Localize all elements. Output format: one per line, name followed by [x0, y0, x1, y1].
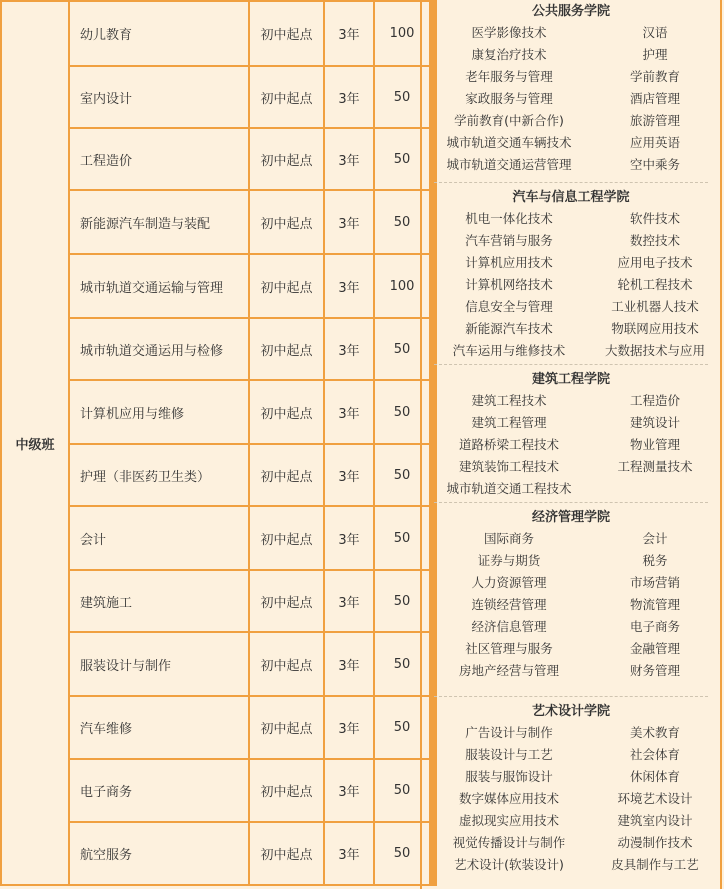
program-row: [422, 208, 720, 230]
count-cell: 50: [374, 380, 430, 444]
program-row: [422, 66, 720, 88]
program-name: 医学影像技术: [471, 25, 547, 40]
years-cell: 3年: [324, 822, 374, 885]
program-name: 金融管理: [629, 641, 680, 656]
program-row: [422, 44, 720, 66]
major-cell: 建筑施工: [69, 570, 249, 632]
entry-cell: 初中起点: [249, 380, 324, 444]
count-cell: 50: [374, 632, 430, 696]
college-title: 公共服务学院: [531, 4, 610, 19]
major-cell: 工程造价: [69, 128, 249, 190]
program-name: 会计: [642, 531, 668, 546]
program-name: 城市轨道交通工程技术: [446, 481, 572, 496]
program-name: 物业管理: [629, 437, 680, 452]
count-cell: 50: [374, 318, 430, 380]
college-separator: [434, 182, 708, 183]
program-name: 人力资源管理: [471, 575, 547, 590]
count-cell: 50: [374, 570, 430, 632]
entry-cell: 初中起点: [249, 1, 324, 66]
program-name: 旅游管理: [629, 113, 680, 128]
program-name: 艺术设计(软装设计): [454, 857, 564, 872]
program-row: [422, 528, 720, 550]
program-name: 视觉传播设计与制作: [452, 835, 566, 850]
years-cell: 3年: [324, 66, 374, 128]
years-cell: 3年: [324, 506, 374, 570]
program-name: 市场营销: [629, 575, 680, 590]
program-name: 建筑设计: [629, 415, 680, 430]
program-name: 建筑装饰工程技术: [458, 459, 559, 474]
program-name: 计算机网络技术: [465, 277, 553, 292]
program-name: 动漫制作技术: [617, 835, 693, 850]
program-name: 服装与服饰设计: [465, 769, 553, 784]
program-name: 财务管理: [629, 663, 680, 678]
program-row: [422, 766, 720, 788]
years-cell: 3年: [324, 570, 374, 632]
program-row: [422, 788, 720, 810]
colleges-panel: [420, 0, 722, 889]
level-cell: 中级班: [1, 1, 69, 885]
years-cell: 3年: [324, 254, 374, 318]
program-row: [422, 744, 720, 766]
program-name: 社会体育: [629, 747, 680, 762]
program-name: 服装设计与工艺: [465, 747, 553, 762]
program-row: [422, 340, 720, 362]
program-name: 应用英语: [629, 135, 680, 150]
program-name: 税务: [642, 553, 668, 568]
college-separator: [434, 364, 708, 365]
program-name: 汽车营销与服务: [465, 233, 553, 248]
college-title: 汽车与信息工程学院: [512, 190, 630, 205]
program-name: 房地产经营与管理: [458, 663, 559, 678]
program-name: 计算机应用技术: [465, 255, 553, 270]
table-row: [1, 1, 436, 66]
college-block: [422, 702, 720, 876]
program-name: 广告设计与制作: [465, 725, 553, 740]
program-name: 轮机工程技术: [617, 277, 693, 292]
program-row: [422, 810, 720, 832]
program-name: 工程测量技术: [617, 459, 693, 474]
college-separator: [434, 696, 708, 697]
years-cell: 3年: [324, 190, 374, 254]
college-title: 建筑工程学院: [531, 372, 610, 387]
program-name: [590, 478, 720, 500]
program-name: 新能源汽车技术: [465, 321, 553, 336]
major-cell: 计算机应用与维修: [69, 380, 249, 444]
program-row: [422, 572, 720, 594]
program-name: 社区管理与服务: [465, 641, 553, 656]
program-name: 机电一体化技术: [465, 211, 553, 226]
program-name: 信息安全与管理: [465, 299, 553, 314]
program-name: 皮具制作与工艺: [611, 857, 699, 872]
program-name: 电子商务: [629, 619, 680, 634]
program-name: 康复治疗技术: [471, 47, 547, 62]
program-row: [422, 660, 720, 682]
program-name: 学前教育(中新合作): [454, 113, 564, 128]
entry-cell: 初中起点: [249, 822, 324, 885]
program-row: [422, 478, 720, 500]
program-row: [422, 616, 720, 638]
major-cell: 航空服务: [69, 822, 249, 885]
program-row: [422, 434, 720, 456]
program-row: [422, 296, 720, 318]
college-title: 经济管理学院: [531, 510, 610, 525]
major-cell: 汽车维修: [69, 696, 249, 759]
program-name: 城市轨道交通运营管理: [446, 157, 572, 172]
major-cell: 城市轨道交通运用与检修: [69, 318, 249, 380]
college-block: [422, 508, 720, 682]
program-name: 虚拟现实应用技术: [458, 813, 559, 828]
count-cell: 50: [374, 696, 430, 759]
program-name: 证券与期货: [477, 553, 541, 568]
years-cell: 3年: [324, 1, 374, 66]
major-cell: 幼儿教育: [69, 1, 249, 66]
college-block: [422, 188, 720, 362]
entry-cell: 初中起点: [249, 570, 324, 632]
program-name: 护理: [642, 47, 668, 62]
entry-cell: 初中起点: [249, 696, 324, 759]
program-row: [422, 22, 720, 44]
program-name: 家政服务与管理: [465, 91, 553, 106]
program-row: [422, 318, 720, 340]
program-name: 建筑工程管理: [471, 415, 547, 430]
program-name: 老年服务与管理: [465, 69, 553, 84]
program-row: [422, 132, 720, 154]
program-name: 应用电子技术: [617, 255, 693, 270]
count-cell: 50: [374, 190, 430, 254]
count-cell: 50: [374, 506, 430, 570]
program-name: 数控技术: [629, 233, 680, 248]
years-cell: 3年: [324, 380, 374, 444]
entry-cell: 初中起点: [249, 190, 324, 254]
years-cell: 3年: [324, 759, 374, 822]
program-name: 休闲体育: [629, 769, 680, 784]
years-cell: 3年: [324, 696, 374, 759]
program-name: 物流管理: [629, 597, 680, 612]
program-row: [422, 456, 720, 478]
program-row: [422, 594, 720, 616]
count-cell: 50: [374, 822, 430, 885]
major-cell: 室内设计: [69, 66, 249, 128]
count-cell: 100: [374, 254, 430, 318]
program-name: 经济信息管理: [471, 619, 547, 634]
program-name: 道路桥梁工程技术: [458, 437, 559, 452]
entry-cell: 初中起点: [249, 254, 324, 318]
program-row: [422, 854, 720, 876]
program-name: 建筑室内设计: [617, 813, 693, 828]
program-name: 工业机器人技术: [611, 299, 699, 314]
program-name: 美术教育: [629, 725, 680, 740]
major-cell: 电子商务: [69, 759, 249, 822]
program-row: [422, 110, 720, 132]
count-cell: 100: [374, 1, 430, 66]
entry-cell: 初中起点: [249, 318, 324, 380]
major-cell: 会计: [69, 506, 249, 570]
major-cell: 护理（非医药卫生类）: [69, 444, 249, 506]
count-cell: 50: [374, 444, 430, 506]
entry-cell: 初中起点: [249, 444, 324, 506]
program-row: [422, 550, 720, 572]
count-cell: 50: [374, 66, 430, 128]
program-name: 酒店管理: [629, 91, 680, 106]
program-name: 物联网应用技术: [611, 321, 699, 336]
entry-cell: 初中起点: [249, 128, 324, 190]
college-block: [422, 370, 720, 500]
years-cell: 3年: [324, 444, 374, 506]
program-row: [422, 638, 720, 660]
program-name: 工程造价: [629, 393, 680, 408]
college-separator: [434, 502, 708, 503]
program-name: 建筑工程技术: [471, 393, 547, 408]
program-row: [422, 230, 720, 252]
program-row: [422, 88, 720, 110]
program-name: 连锁经营管理: [471, 597, 547, 612]
program-name: 学前教育: [629, 69, 680, 84]
program-name: 软件技术: [629, 211, 680, 226]
years-cell: 3年: [324, 128, 374, 190]
major-cell: 新能源汽车制造与装配: [69, 190, 249, 254]
program-row: [422, 390, 720, 412]
program-name: 数字媒体应用技术: [458, 791, 559, 806]
program-name: 大数据技术与应用: [604, 343, 705, 358]
program-name: 汉语: [642, 25, 668, 40]
entry-cell: 初中起点: [249, 759, 324, 822]
program-row: [422, 274, 720, 296]
program-name: 汽车运用与维修技术: [452, 343, 566, 358]
program-row: [422, 154, 720, 176]
count-cell: 50: [374, 759, 430, 822]
program-name: 国际商务: [483, 531, 534, 546]
program-name: 环境艺术设计: [617, 791, 693, 806]
entry-cell: 初中起点: [249, 506, 324, 570]
program-row: [422, 722, 720, 744]
program-row: [422, 252, 720, 274]
years-cell: 3年: [324, 318, 374, 380]
program-row: [422, 412, 720, 434]
entry-cell: 初中起点: [249, 66, 324, 128]
college-title: 艺术设计学院: [531, 704, 610, 719]
major-cell: 服装设计与制作: [69, 632, 249, 696]
count-cell: 50: [374, 128, 430, 190]
program-name: 城市轨道交通车辆技术: [446, 135, 572, 150]
program-name: 空中乘务: [629, 157, 680, 172]
years-cell: 3年: [324, 632, 374, 696]
major-cell: 城市轨道交通运输与管理: [69, 254, 249, 318]
entry-cell: 初中起点: [249, 632, 324, 696]
program-row: [422, 832, 720, 854]
college-block: [422, 2, 720, 176]
